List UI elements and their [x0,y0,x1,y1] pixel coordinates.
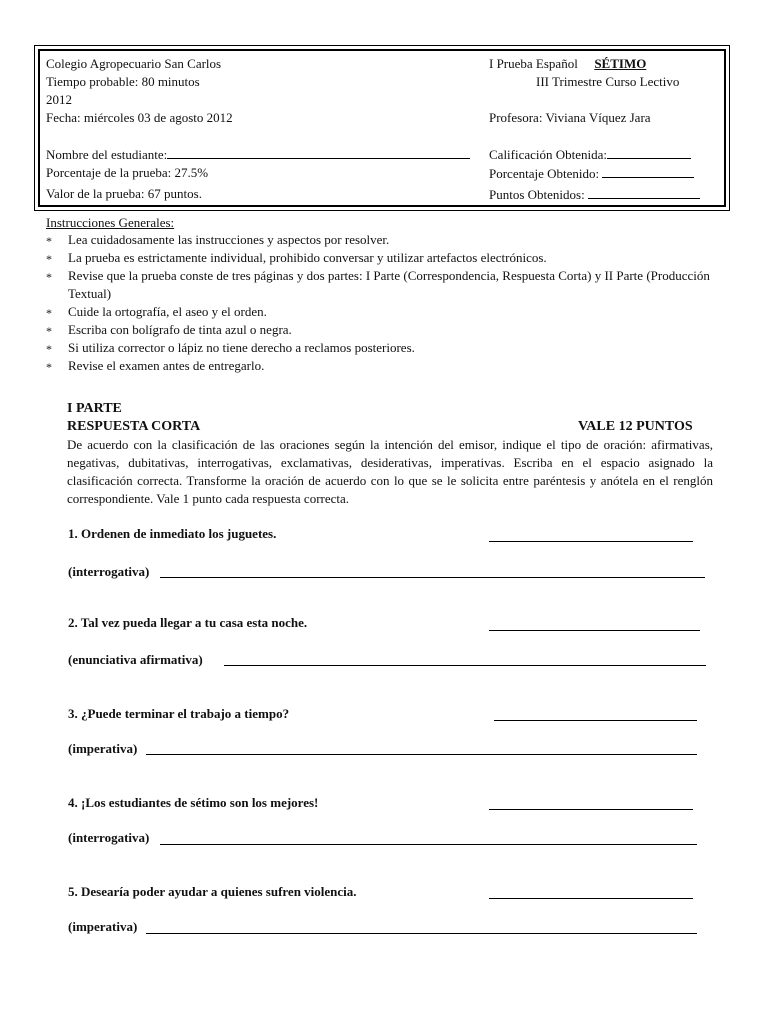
question-4-transform-line[interactable] [160,843,697,845]
question-4: 4. ¡Los estudiantes de sétimo son los mejores! [68,795,319,810]
test-title-line [489,55,646,73]
instruction-item: * Cuide la ortografía, el aseo y el orden. [46,304,267,320]
time-estimate: Tiempo probable: 80 minutos [46,74,200,89]
instruction-item: * Escriba con bolígrafo de tinta azul o negra. [46,322,292,338]
question-1-hint: (interrogativa) [68,564,150,579]
question-1-answer-line[interactable] [489,540,693,542]
student-name-field[interactable] [167,145,470,159]
grade-obtained-label: Calificación Obtenida: [489,147,608,162]
question-3: 3. ¿Puede terminar el trabajo a tiempo? [68,706,290,721]
instructions-list [46,231,716,375]
instruction-item: * Revise el examen antes de entregarlo. [46,358,265,374]
question-3-transform-line[interactable] [146,753,697,755]
question-1: 1. Ordenen de inmediato los juguetes. [68,526,277,541]
test-percentage: Porcentaje de la prueba: 27.5% [46,165,209,180]
question-5-transform-line[interactable] [146,932,697,934]
bullet-star-icon: * [46,324,52,338]
part-value: VALE 12 PUNTOS [578,419,693,434]
grade-obtained-row [489,145,691,164]
term: III Trimestre Curso Lectivo [536,74,680,89]
percentage-obtained-row [489,164,694,183]
question-2-transform-line[interactable] [224,664,706,666]
bullet-star-icon: * [46,270,52,284]
points-obtained-label: Puntos Obtenidos: [489,187,585,202]
instruction-item: * Lea cuidadosamente las instrucciones y aspectos por resolver. [46,232,390,248]
teacher: Profesora: Viviana Víquez Jara [489,110,651,125]
part-subtitle: RESPUESTA CORTA [67,419,201,434]
question-3-hint: (imperativa) [68,741,138,756]
bullet-star-icon: * [46,234,52,248]
percentage-obtained-label: Porcentaje Obtenido: [489,166,600,181]
part-title: I PARTE [67,401,122,416]
percentage-obtained-field[interactable] [602,164,694,178]
instruction-item: * Si utiliza corrector o lápiz no tiene derecho a reclamos posteriores. [46,340,415,356]
instructions-title: Instrucciones Generales: [46,215,175,230]
question-3-answer-line[interactable] [494,719,697,721]
question-2: 2. Tal vez pueda llegar a tu casa esta noche. [68,615,308,630]
instruction-item: * La prueba es estrictamente individual, prohibido conversar y utilizar artefactos electrónicos. [46,250,547,266]
exam-date: Fecha: miércoles 03 de agosto 2012 [46,110,233,125]
bullet-star-icon: * [46,360,52,374]
question-4-answer-line[interactable] [489,808,693,810]
bullet-star-icon: * [46,306,52,320]
question-5-hint: (imperativa) [68,919,138,934]
points-obtained-row [489,185,700,204]
student-name-row [46,145,470,164]
bullet-star-icon: * [46,342,52,356]
instruction-item: * Revise que la prueba conste de tres páginas y dos partes: I Parte (Correspondencia, Respuesta Corta) y II Parte (Producción Textual) [46,268,710,301]
question-5: 5. Desearía poder ayudar a quienes sufren violencia. [68,884,357,899]
test-title: I Prueba Español [489,56,578,71]
question-2-answer-line[interactable] [489,629,700,631]
question-4-hint: (interrogativa) [68,830,150,845]
grade-obtained-field[interactable] [607,145,691,159]
question-1-transform-line[interactable] [160,576,705,578]
year: 2012 [46,92,72,107]
bullet-star-icon: * [46,252,52,266]
question-2-hint: (enunciativa afirmativa) [68,652,203,667]
test-value: Valor de la prueba: 67 puntos. [46,186,202,201]
grade-level: SÉTIMO [594,56,647,71]
part-description: De acuerdo con la clasificación de las oraciones según la intención del emisor, indique el tipo de oración: afirmativas, negativas, dubitativas, interrogativas, exclamativas, desiderativas, imperativas. Escriba en el espacio asignado la clasificación correcta. Transforme la oración de acuerdo con lo que se le solicita entre paréntesis y anótela en el renglón correspondiente. Vale 1 punto cada respuesta correcta. [67,437,713,506]
school-name: Colegio Agropecuario San Carlos [46,56,222,71]
question-5-answer-line[interactable] [489,897,693,899]
points-obtained-field[interactable] [588,185,700,199]
student-name-label: Nombre del estudiante: [46,147,168,162]
